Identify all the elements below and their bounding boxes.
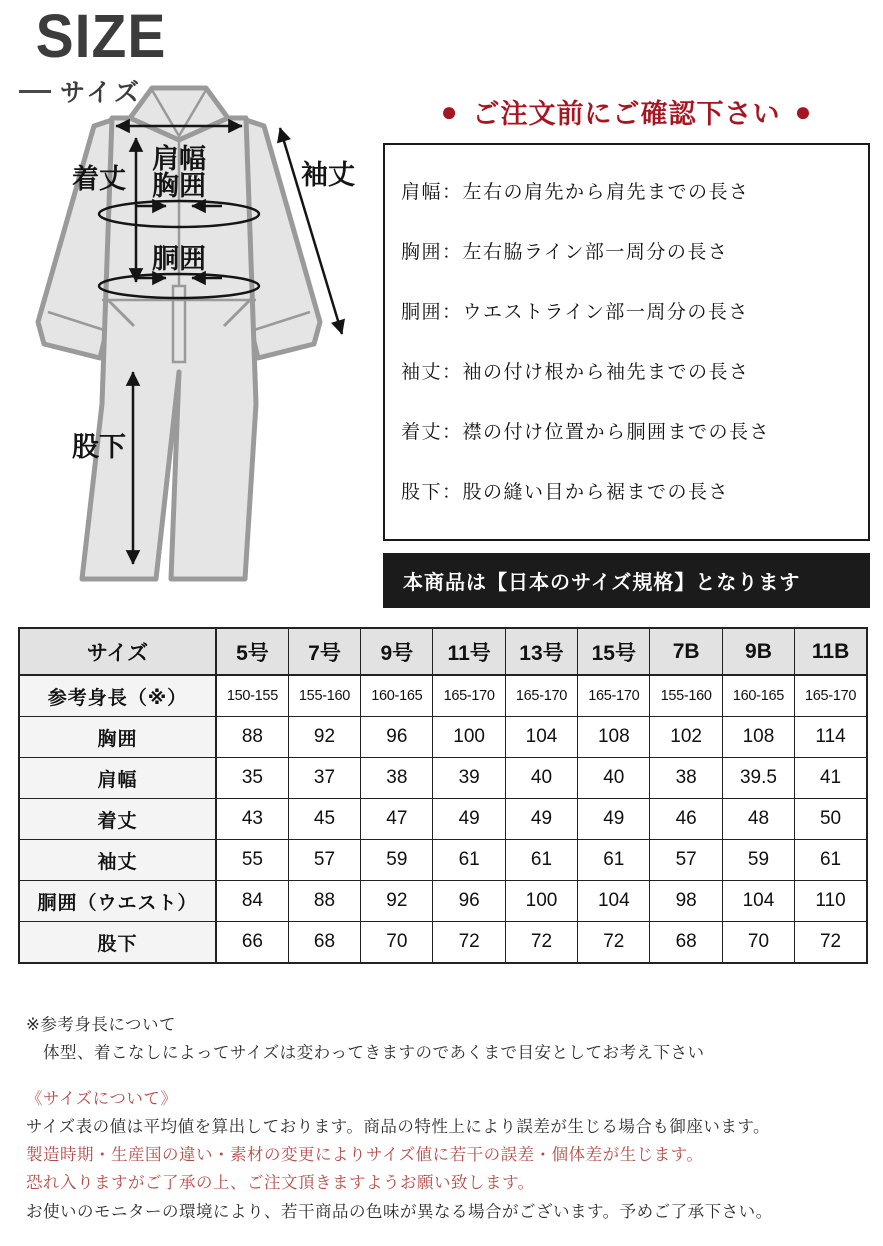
size-column-header: 7号	[288, 628, 360, 675]
size-value-cell: 61	[433, 840, 505, 881]
table-row	[19, 799, 867, 840]
size-value-cell: 92	[361, 881, 433, 922]
size-column-header: 9号	[361, 628, 433, 675]
size-value-cell: 48	[722, 799, 794, 840]
size-value-cell: 72	[505, 922, 577, 964]
size-value-cell: 100	[433, 717, 505, 758]
red-dot-icon: ●	[794, 95, 813, 127]
size-value-cell: 35	[216, 758, 288, 799]
size-value-cell: 55	[216, 840, 288, 881]
confirm-title: ご注文前にご確認下さい	[472, 99, 781, 129]
size-value-cell: 49	[578, 799, 650, 840]
size-value-cell: 96	[361, 717, 433, 758]
size-value-cell: 110	[795, 881, 867, 922]
table-row	[19, 758, 867, 799]
size-value-cell: 43	[216, 799, 288, 840]
size-value-cell: 72	[578, 922, 650, 964]
note-group	[26, 1088, 868, 1223]
size-value-cell: 104	[505, 717, 577, 758]
size-value-cell: 88	[288, 881, 360, 922]
note-line: 《サイズについて》	[26, 1089, 178, 1108]
size-value-cell: 59	[722, 840, 794, 881]
japan-size-banner: 本商品は【日本のサイズ規格】となります	[383, 553, 870, 608]
size-value-cell: 84	[216, 881, 288, 922]
table-row	[19, 840, 867, 881]
size-column-header: 5号	[216, 628, 288, 675]
size-value-cell: 70	[722, 922, 794, 964]
size-value-cell: 165-170	[795, 675, 867, 717]
size-value-cell: 104	[578, 881, 650, 922]
size-value-cell: 160-165	[361, 675, 433, 717]
size-value-cell: 114	[795, 717, 867, 758]
size-value-cell: 46	[650, 799, 722, 840]
shoulder-width-label: 肩幅	[152, 144, 206, 174]
size-value-cell: 96	[433, 881, 505, 922]
size-value-cell: 70	[361, 922, 433, 964]
size-value-cell: 50	[795, 799, 867, 840]
waist-label: 胴囲	[152, 244, 206, 274]
size-value-cell: 38	[361, 758, 433, 799]
note-line: 製造時期・生産国の違い・素材の変更によりサイズ値に若干の誤差・個体差が生じます。	[26, 1146, 704, 1165]
size-value-cell: 41	[795, 758, 867, 799]
size-value-cell: 104	[722, 881, 794, 922]
row-label: 肩幅	[19, 758, 216, 799]
size-value-cell: 57	[650, 840, 722, 881]
size-title-ja: サイズ	[59, 79, 142, 107]
row-label: 袖丈	[19, 840, 216, 881]
size-column-header: 13号	[505, 628, 577, 675]
size-value-cell: 59	[361, 840, 433, 881]
size-value-cell: 72	[433, 922, 505, 964]
definition-row: 胴囲：ウエストライン部一周分の長さ	[401, 302, 749, 323]
size-table	[18, 627, 868, 964]
size-column-header: 7B	[650, 628, 722, 675]
size-value-cell: 72	[795, 922, 867, 964]
row-label: 着丈	[19, 799, 216, 840]
size-value-cell: 92	[288, 717, 360, 758]
note-line: お使いのモニターの環境により、若干商品の色味が異なる場合がございます。予めご了承下さい。	[26, 1202, 773, 1221]
size-value-cell: 49	[505, 799, 577, 840]
size-value-cell: 40	[505, 758, 577, 799]
size-value-cell: 40	[578, 758, 650, 799]
body-length-label: 着丈	[72, 164, 126, 194]
size-value-cell: 57	[288, 840, 360, 881]
row-label: 参考身長（※）	[19, 675, 216, 717]
size-table-corner-header: サイズ	[19, 628, 216, 675]
size-value-cell: 165-170	[578, 675, 650, 717]
table-row	[19, 881, 867, 922]
size-value-cell: 38	[650, 758, 722, 799]
size-value-cell: 155-160	[288, 675, 360, 717]
size-value-cell: 165-170	[433, 675, 505, 717]
definition-row: 袖丈：袖の付け根から袖先までの長さ	[401, 362, 750, 383]
size-value-cell: 165-170	[505, 675, 577, 717]
size-value-cell: 88	[216, 717, 288, 758]
table-row	[19, 717, 867, 758]
size-value-cell: 100	[505, 881, 577, 922]
size-value-cell: 47	[361, 799, 433, 840]
measurement-definitions	[383, 143, 870, 541]
size-value-cell: 45	[288, 799, 360, 840]
size-value-cell: 49	[433, 799, 505, 840]
size-value-cell: 61	[578, 840, 650, 881]
size-title-en: SIZE	[35, 1, 167, 71]
notes	[26, 1014, 868, 1246]
confirm-title-row	[383, 92, 870, 131]
size-value-cell: 160-165	[722, 675, 794, 717]
row-label: 股下	[19, 922, 216, 964]
size-value-cell: 68	[288, 922, 360, 964]
note-group	[26, 1014, 868, 1065]
chest-label: 胸囲	[152, 171, 206, 201]
garment-diagram	[8, 74, 383, 599]
size-value-cell: 39.5	[722, 758, 794, 799]
definition-row: 着丈：襟の付け位置から胴囲までの長さ	[401, 422, 771, 443]
note-line: 恐れ入りますがご了承の上、ご注文頂きますようお願い致します。	[26, 1174, 535, 1193]
size-value-cell: 98	[650, 881, 722, 922]
note-line: 体型、着こなしによってサイズは変わってきますのであくまで目安としてお考え下さい	[26, 1044, 705, 1063]
size-value-cell: 39	[433, 758, 505, 799]
size-column-header: 15号	[578, 628, 650, 675]
inseam-label: 股下	[72, 432, 126, 462]
definition-row: 肩幅：左右の肩先から肩先までの長さ	[401, 182, 750, 203]
coverall-diagram-svg	[8, 74, 383, 594]
size-value-cell: 61	[505, 840, 577, 881]
red-dot-icon: ●	[440, 95, 459, 127]
size-value-cell: 155-160	[650, 675, 722, 717]
size-value-cell: 108	[578, 717, 650, 758]
row-label: 胴囲（ウエスト）	[19, 881, 216, 922]
definition-row: 胸囲：左右脇ライン部一周分の長さ	[401, 242, 729, 263]
size-column-header: 9B	[722, 628, 794, 675]
size-value-cell: 61	[795, 840, 867, 881]
row-label: 胸囲	[19, 717, 216, 758]
size-value-cell: 102	[650, 717, 722, 758]
table-row	[19, 675, 867, 717]
size-value-cell: 66	[216, 922, 288, 964]
table-header-row	[19, 628, 867, 675]
size-value-cell: 108	[722, 717, 794, 758]
size-value-cell: 37	[288, 758, 360, 799]
confirm-panel	[383, 92, 870, 608]
size-value-cell: 150-155	[216, 675, 288, 717]
size-column-header: 11B	[795, 628, 867, 675]
note-line: サイズ表の値は平均値を算出しております。商品の特性上により誤差が生じる場合も御座います。	[26, 1117, 771, 1136]
note-line: ※参考身長について	[26, 1016, 176, 1034]
definition-row: 股下：股の縫い目から裾までの長さ	[401, 482, 730, 503]
size-value-cell: 68	[650, 922, 722, 964]
size-column-header: 11号	[433, 628, 505, 675]
table-row	[19, 922, 867, 964]
sleeve-length-label: 袖丈	[301, 160, 355, 190]
